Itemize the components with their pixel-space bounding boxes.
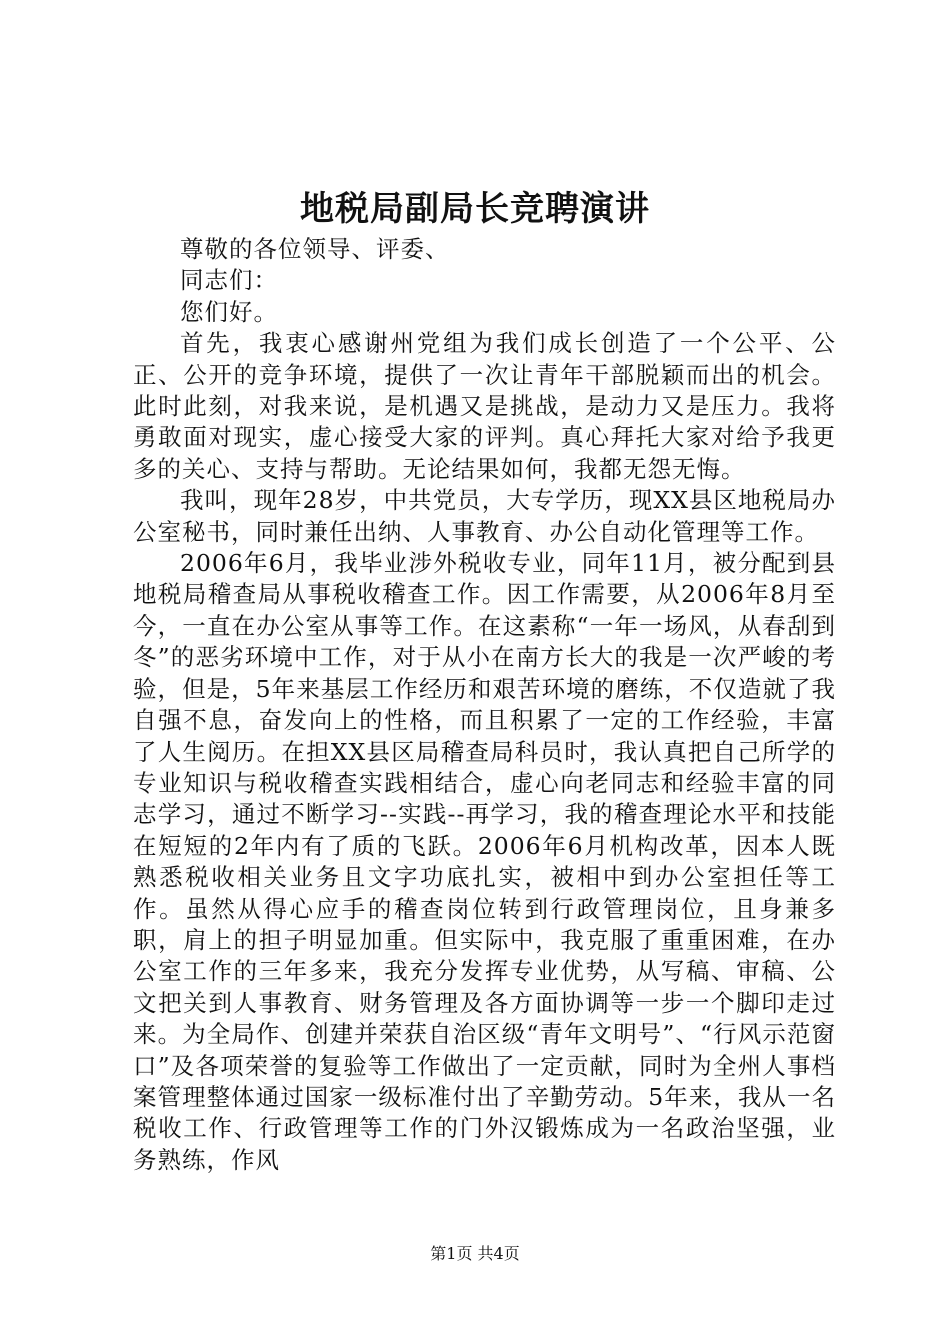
salutation-line-2: 同志们： <box>180 266 278 295</box>
page-number: 第1页 共4页 <box>430 1244 520 1263</box>
document-title: 地税局副局长竞聘演讲 <box>300 189 650 229</box>
salutation-line-1: 尊敬的各位领导、评委、 <box>180 235 450 263</box>
paragraph-work-history: 2006年6月，我毕业涉外税收专业，同年11月，被分配到县地税局稽查局从事税收稽查工作。因工作需要，从2006年8月至今，一直在办公室从事等工作。在这素称“一年一场风，从春刮到冬”的恶劣环境中工作，对于从小在南方长大的我是一次严峻的考验，但是，5年来基层工作经历和艰苦环境的磨练，不仅造就了我自强不息，奋发向上的性格，而且积累了一定的工作经验，丰富了人生阅历。在担XX县区局稽查局科员时，我认真把自己所学的专业知识与税收稽查实践相结合，虚心向老同志和经验丰富的同志学习，通过不断学习--实践--再学习，我的稽查理论水平和技能在短短的2年内有了质的飞跃。2006年6月机构改革，因本人既熟悉税收相关业务且文字功底扎实，被相中到办公室担任等工作。虽然从得心应手的稽查岗位转到行政管理岗位，且身兼多职，肩上的担子明显加重。但实际中，我克服了重重困难，在办公室工作的三年多来，我充分发挥专业优势，从写稿、审稿、公文把关到人事教育、财务管理及各方面协调等一步一个脚印走过来。为全局作、创建并荣获自治区级“青年文明号”、“行风示范窗口”及各项荣誉的复验等工作做出了一定贡献，同时为全州人事档案管理整体通过国家一级标准付出了辛勤劳动。5年来，我从一名税收工作、行政管理等工作的门外汉锻炼成为一名政治坚强，业务熟练，作风 <box>133 549 836 1174</box>
greeting-line: 您们好。 <box>180 297 278 326</box>
paragraph-self-introduction: 我叫，现年28岁，中共党员，大专学历，现XX县区地税局办公室秘书，同时兼任出纳、人事教育、办公自动化管理等工作。 <box>133 486 836 546</box>
paragraph-opening: 首先，我衷心感谢州党组为我们成长创造了一个公平、公正、公开的竞争环境，提供了一次让青年干部脱颖而出的机会。此时此刻，对我来说，是机遇又是挑战，是动力又是压力。我将勇敢面对现实，虚心接受大家的评判。真心拜托大家对给予我更多的关心、支持与帮助。无论结果如何，我都无怨无悔。 <box>133 329 836 483</box>
document-body <box>133 234 836 1176</box>
